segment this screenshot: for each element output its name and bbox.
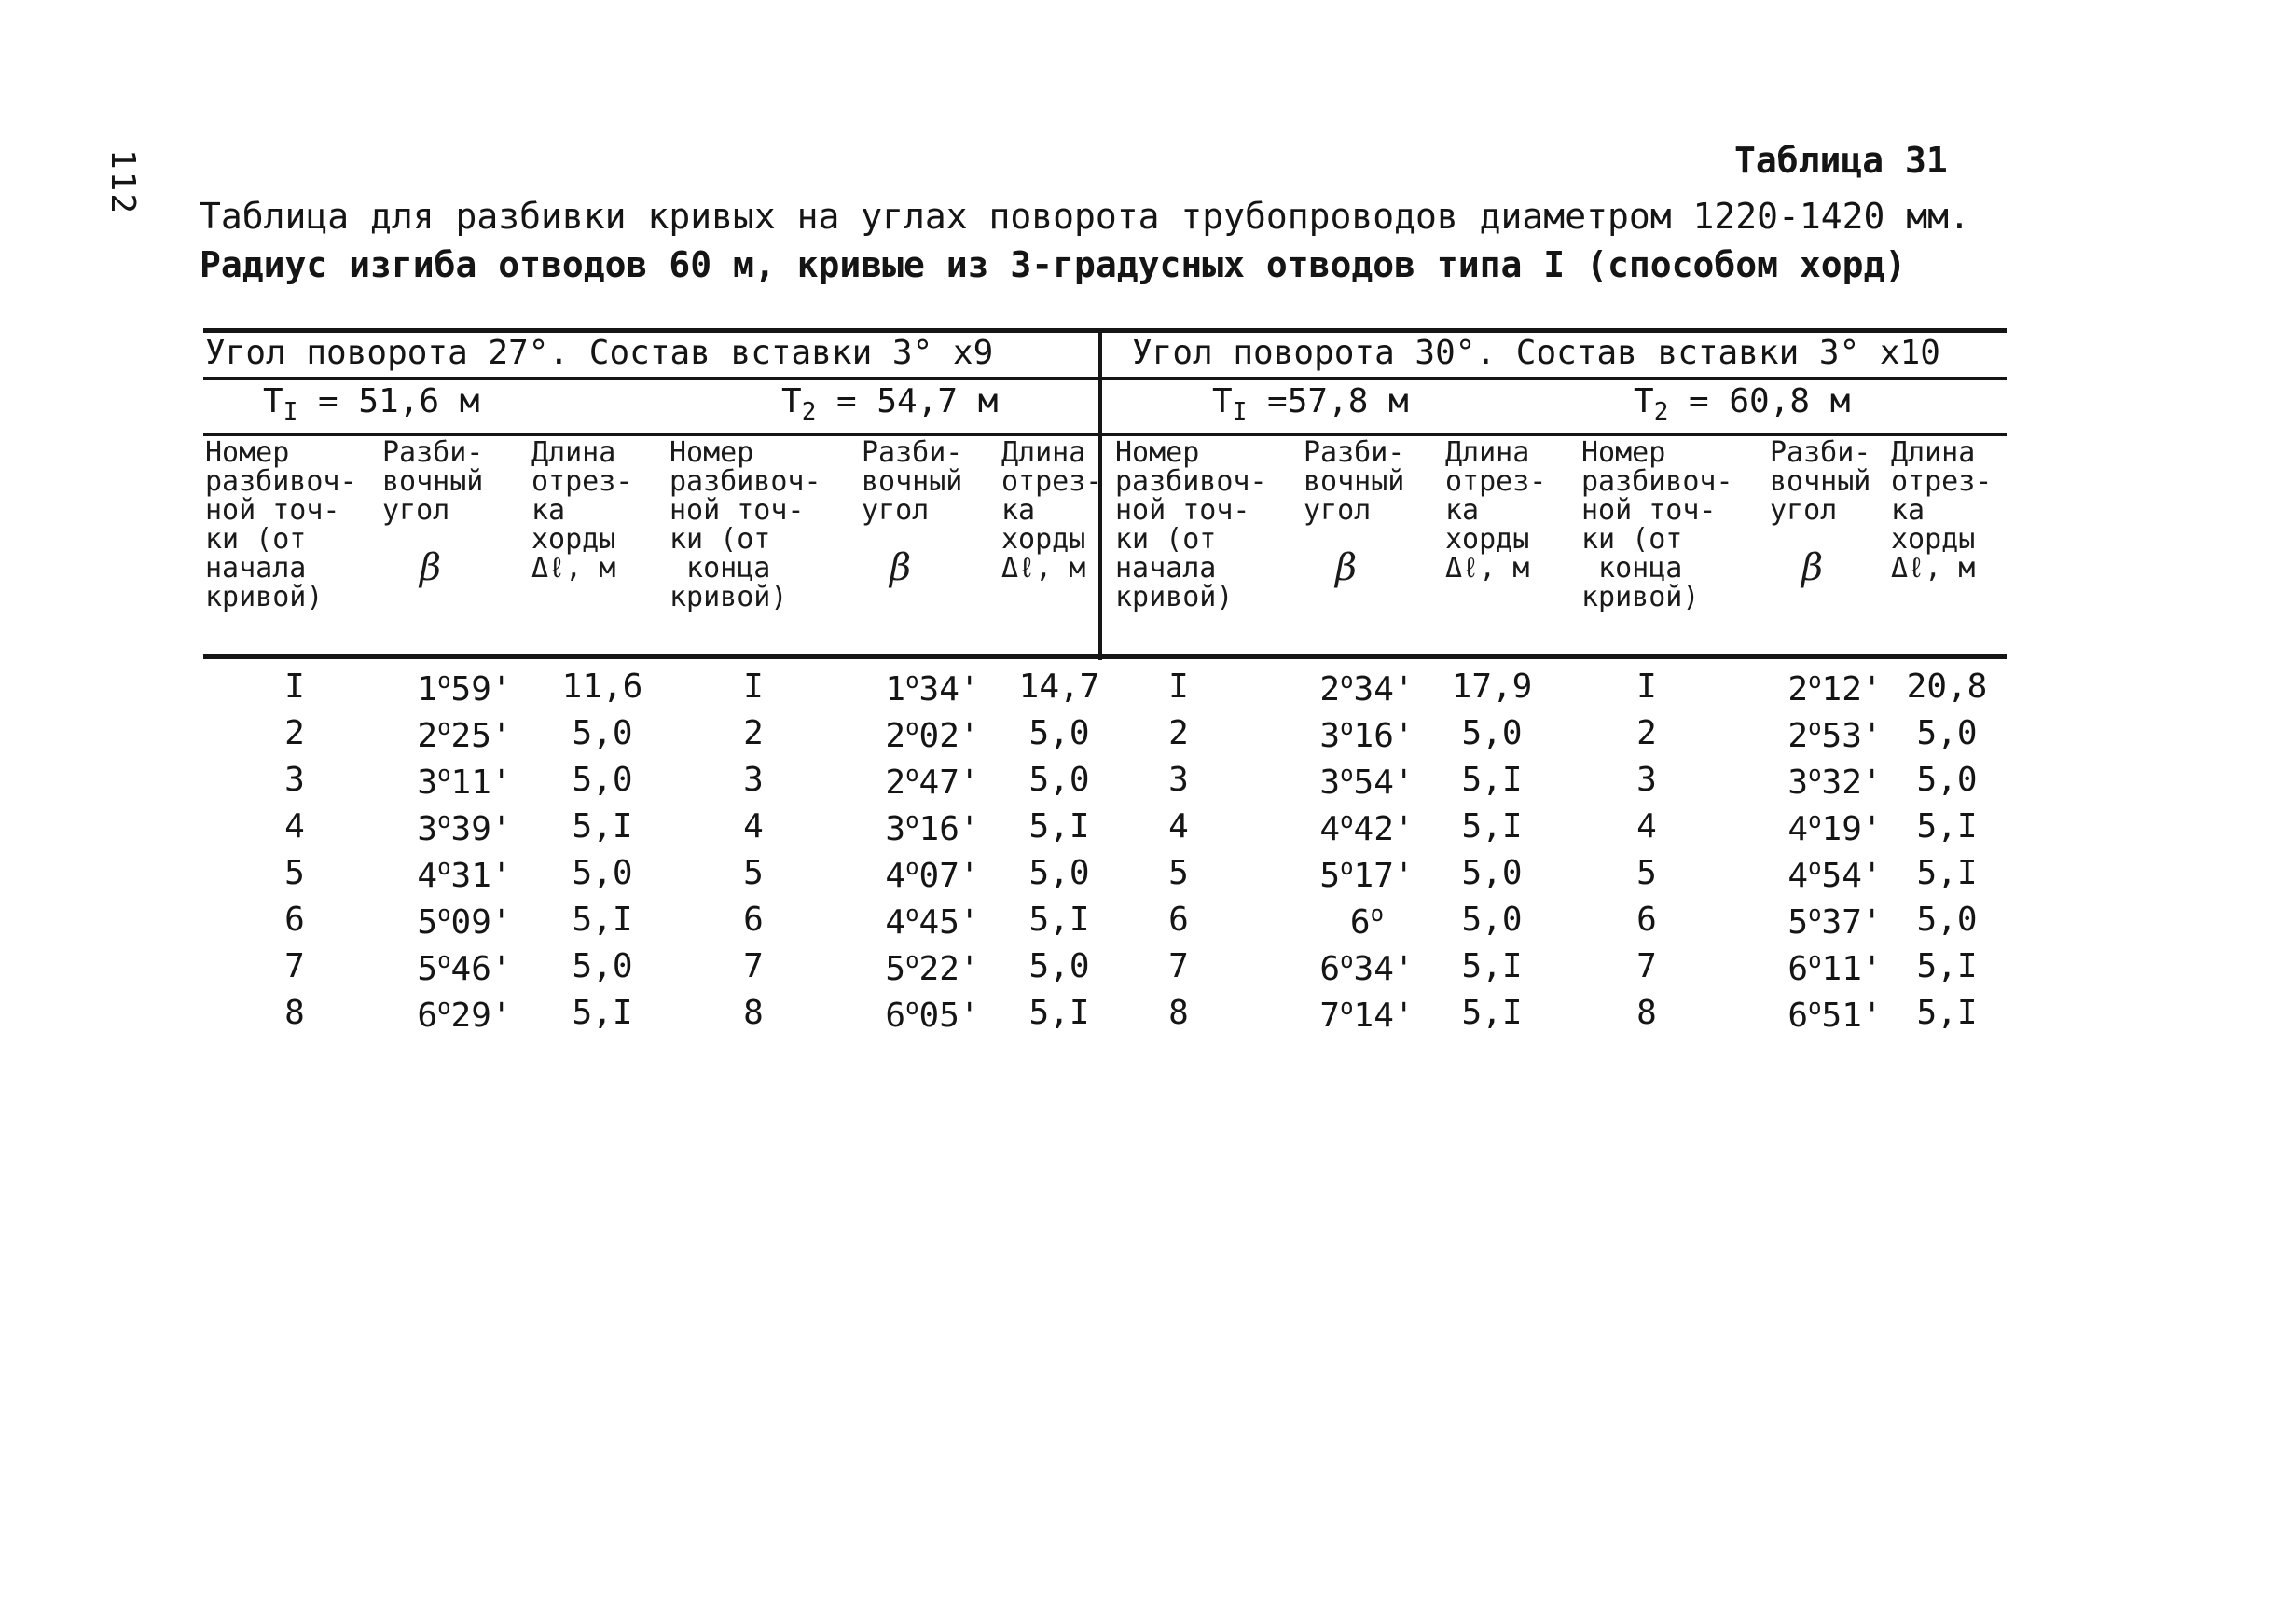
chord-cell: 5,0 xyxy=(1916,761,1978,799)
point-cell: 6 xyxy=(743,901,764,939)
page-number: 112 xyxy=(104,149,142,216)
caption-line-2: Радиус изгиба отводов 60 м, кривые из 3-градусных отводов типа I (способом хорд) xyxy=(200,244,1907,285)
chord-cell: 5,I xyxy=(1461,994,1523,1032)
point-cell: 4 xyxy=(284,807,305,846)
chord-cell: 5,0 xyxy=(1028,947,1090,985)
angle-cell: 2$^o$47' xyxy=(885,761,980,802)
point-cell: I xyxy=(1168,667,1189,706)
angle-cell: 5$^o$37' xyxy=(1787,901,1883,942)
chord-cell: 5,I xyxy=(1028,901,1090,939)
angle-cell: 3$^o$11' xyxy=(417,761,512,802)
left-angle-label: Угол поворота 27°. Состав вставки 3° х9 xyxy=(205,334,994,372)
point-cell: 7 xyxy=(1168,947,1189,985)
chord-cell: 5,I xyxy=(1028,807,1090,846)
beta-symbol: β xyxy=(420,546,442,589)
chord-cell: 5,I xyxy=(572,901,633,939)
point-cell: 2 xyxy=(1636,714,1657,752)
angle-cell: 4$^o$19' xyxy=(1787,807,1883,848)
point-cell: 8 xyxy=(284,994,305,1032)
left-t1: $T_I = 51,6$ м xyxy=(263,382,480,427)
point-cell: I xyxy=(1636,667,1657,706)
angle-cell: 4$^o$07' xyxy=(885,854,980,895)
angle-cell: 4$^o$31' xyxy=(417,854,512,895)
right-t2: $T_2 = 60,8$ м xyxy=(1634,382,1851,427)
chord-cell: 5,0 xyxy=(1028,761,1090,799)
angle-cell: 2$^o$53' xyxy=(1787,714,1883,755)
rule-top xyxy=(203,328,2007,333)
angle-cell: 5$^o$09' xyxy=(417,901,512,942)
angle-cell: 6$^o$05' xyxy=(885,994,980,1035)
point-cell: 3 xyxy=(1636,761,1657,799)
header-point-end-1: Номер разбивоч- ной точ- ки (от конца кривой) xyxy=(669,436,821,613)
angle-cell: 5$^o$46' xyxy=(417,947,512,988)
header-point-start-1: Номер разбивоч- ной точ- ки (от начала кривой) xyxy=(205,436,357,613)
caption-line-1: Таблица для разбивки кривых на углах поворота трубопроводов диаметром 1220-1420 мм. xyxy=(200,196,1970,237)
point-cell: 4 xyxy=(1636,807,1657,846)
rule-below-headers xyxy=(203,654,2007,659)
chord-cell: 17,9 xyxy=(1451,667,1533,706)
angle-cell: 2$^o$25' xyxy=(417,714,512,755)
point-cell: I xyxy=(743,667,764,706)
point-cell: 2 xyxy=(743,714,764,752)
chord-cell: 5,I xyxy=(1461,947,1523,985)
angle-cell: 1$^o$59' xyxy=(417,667,512,709)
chord-cell: 5,I xyxy=(1461,761,1523,799)
point-cell: 8 xyxy=(1636,994,1657,1032)
angle-cell: 6$^o$29' xyxy=(417,994,512,1035)
angle-cell: 1$^o$34' xyxy=(885,667,980,709)
angle-cell: 4$^o$45' xyxy=(885,901,980,942)
chord-cell: 5,I xyxy=(1028,994,1090,1032)
angle-cell: 5$^o$22' xyxy=(885,947,980,988)
point-cell: 5 xyxy=(743,854,764,892)
chord-cell: 5,0 xyxy=(572,947,633,985)
chord-cell: 5,0 xyxy=(1461,901,1523,939)
header-angle-3: Разби- вочный угол β xyxy=(1304,436,1405,589)
chord-cell: 5,I xyxy=(1916,807,1978,846)
chord-cell: 5,I xyxy=(1916,854,1978,892)
point-cell: 8 xyxy=(1168,994,1189,1032)
angle-cell: 6$^o$51' xyxy=(1787,994,1883,1035)
angle-cell: 7$^o$14' xyxy=(1319,994,1415,1035)
point-cell: 6 xyxy=(284,901,305,939)
chord-cell: 11,6 xyxy=(561,667,643,706)
point-cell: 5 xyxy=(1636,854,1657,892)
point-cell: 4 xyxy=(1168,807,1189,846)
header-angle-4: Разби- вочный угол β xyxy=(1770,436,1871,589)
header-point-start-2: Номер разбивоч- ной точ- ки (от начала кривой) xyxy=(1115,436,1267,613)
angle-cell: 3$^o$16' xyxy=(1319,714,1415,755)
header-chord-2: Длина отрез- ка хорды Δℓ, м xyxy=(1001,436,1103,585)
angle-cell: 3$^o$39' xyxy=(417,807,512,848)
chord-cell: 5,I xyxy=(1916,994,1978,1032)
beta-symbol: β xyxy=(1801,546,1824,589)
beta-symbol: β xyxy=(890,546,912,589)
angle-cell: 3$^o$32' xyxy=(1787,761,1883,802)
chord-cell: 5,I xyxy=(1461,807,1523,846)
point-cell: 3 xyxy=(1168,761,1189,799)
angle-cell: 2$^o$12' xyxy=(1787,667,1883,709)
point-cell: 2 xyxy=(1168,714,1189,752)
angle-cell: 3$^o$54' xyxy=(1319,761,1415,802)
beta-symbol: β xyxy=(1335,546,1358,589)
right-t1: $T_I =57,8$ м xyxy=(1212,382,1409,427)
chord-cell: 5,0 xyxy=(1461,854,1523,892)
header-chord-4: Длина отрез- ка хорды Δℓ, м xyxy=(1891,436,1993,585)
angle-cell: 2$^o$34' xyxy=(1319,667,1415,709)
point-cell: 6 xyxy=(1168,901,1189,939)
point-cell: 5 xyxy=(284,854,305,892)
angle-cell: 6$^o$11' xyxy=(1787,947,1883,988)
right-angle-label: Угол поворота 30°. Состав вставки 3° х10 xyxy=(1132,334,1940,372)
header-chord-3: Длина отрез- ка хорды Δℓ, м xyxy=(1445,436,1547,585)
chord-cell: 5,0 xyxy=(1028,854,1090,892)
angle-cell: 4$^o$54' xyxy=(1787,854,1883,895)
point-cell: 7 xyxy=(743,947,764,985)
header-angle-1: Разби- вочный угол β xyxy=(382,436,484,589)
chord-cell: 5,0 xyxy=(572,714,633,752)
point-cell: 3 xyxy=(743,761,764,799)
chord-cell: 20,8 xyxy=(1906,667,1988,706)
point-cell: I xyxy=(284,667,305,706)
angle-cell: 4$^o$42' xyxy=(1319,807,1415,848)
header-chord-1: Длина отрез- ка хорды Δℓ, м xyxy=(531,436,633,585)
point-cell: 3 xyxy=(284,761,305,799)
angle-cell: 2$^o$02' xyxy=(885,714,980,755)
point-cell: 7 xyxy=(284,947,305,985)
point-cell: 2 xyxy=(284,714,305,752)
point-cell: 7 xyxy=(1636,947,1657,985)
chord-cell: 5,0 xyxy=(1916,714,1978,752)
point-cell: 8 xyxy=(743,994,764,1032)
chord-cell: 5,0 xyxy=(1461,714,1523,752)
chord-cell: 5,0 xyxy=(1028,714,1090,752)
chord-cell: 14,7 xyxy=(1018,667,1100,706)
header-angle-2: Разби- вочный угол β xyxy=(862,436,963,589)
point-cell: 4 xyxy=(743,807,764,846)
chord-cell: 5,I xyxy=(1916,947,1978,985)
left-t2: $T_2 = 54,7$ м xyxy=(781,382,999,427)
table-label: Таблица 31 xyxy=(1734,140,1948,181)
chord-cell: 5,0 xyxy=(572,854,633,892)
angle-cell: 6$^o$ xyxy=(1349,901,1385,942)
angle-cell: 5$^o$17' xyxy=(1319,854,1415,895)
point-cell: 6 xyxy=(1636,901,1657,939)
chord-cell: 5,I xyxy=(572,994,633,1032)
angle-cell: 6$^o$34' xyxy=(1319,947,1415,988)
chord-cell: 5,I xyxy=(572,807,633,846)
angle-cell: 3$^o$16' xyxy=(885,807,980,848)
chord-cell: 5,0 xyxy=(1916,901,1978,939)
point-cell: 5 xyxy=(1168,854,1189,892)
chord-cell: 5,0 xyxy=(572,761,633,799)
header-point-end-2: Номер разбивоч- ной точ- ки (от конца кривой) xyxy=(1581,436,1733,613)
